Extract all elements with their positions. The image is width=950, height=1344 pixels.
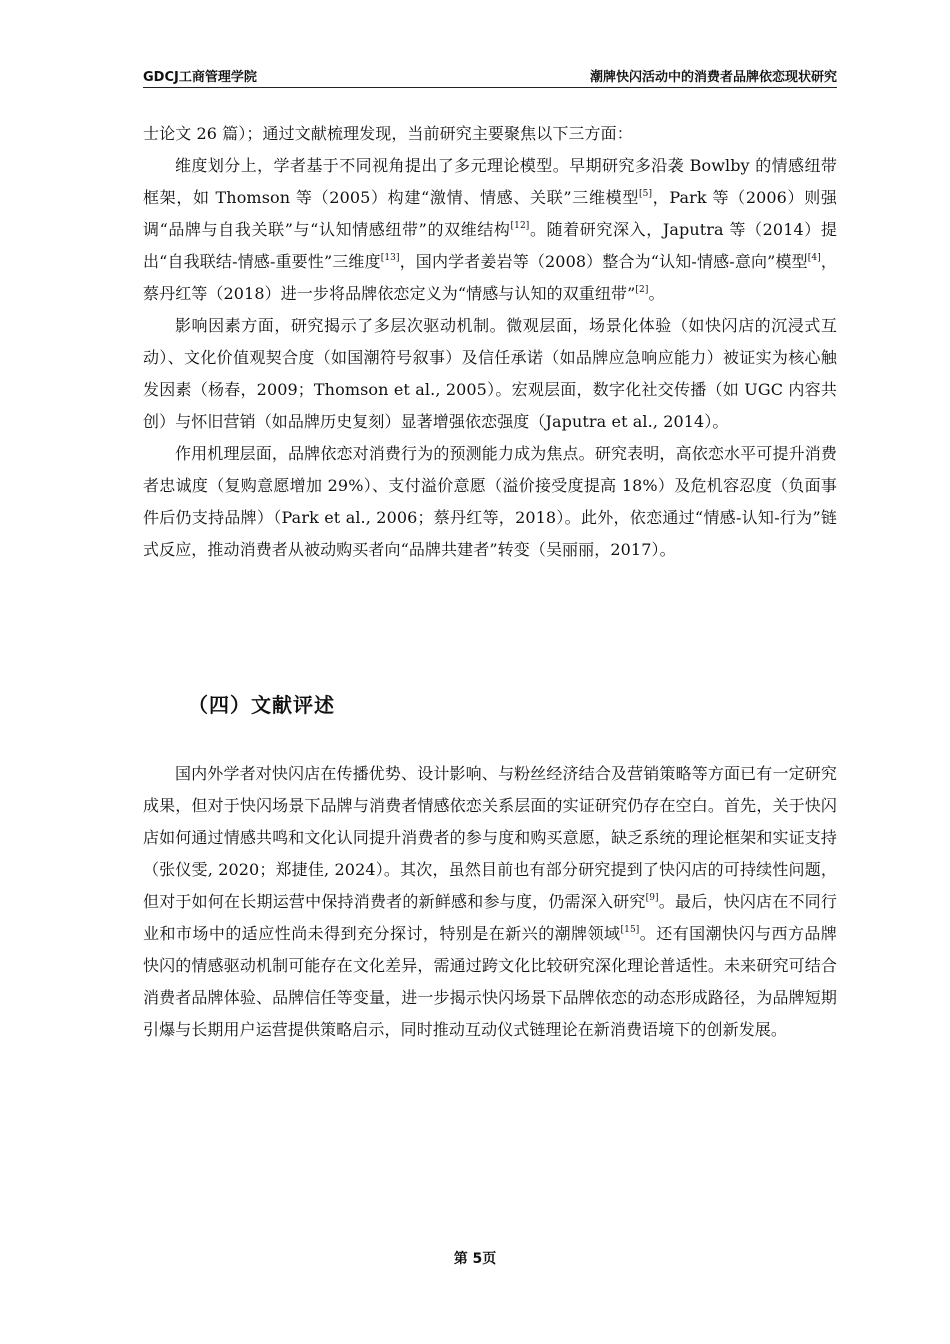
header-institution: GDCJ工商管理学院 <box>143 70 257 85</box>
literature-review-block <box>143 758 837 1046</box>
section-heading: （四）文献评述 <box>188 693 335 717</box>
text-segment: 国内外学者对快闪店在传播优势、设计影响、与粉丝经济结合及营销策略等方面已有一定研究成果，但对于快闪场景下品牌与消费者情感依恋关系层面的实证研究仍存在空白。首先，关于快闪店如何通过情感共鸣和文化认同提升消费者的参与度和购买意愿，缺乏系统的理论框架和实证支持（张仪雯, 2020；郑捷佳, 2024）。其次，虽然目前也有部分研究提到了快闪店的可持续性问题，但对于如何在长期运营中保持消费者的新鲜感和参与度，仍需深入研究 <box>143 764 837 911</box>
text-segment: 。还有国潮快闪与西方品牌快闪的情感驱动机制可能存在文化差异，需通过跨文化比较研究深化理论普适性。未来研究可结合消费者品牌体验、品牌信任等变量，进一步揭示快闪场景下品牌依恋的动态形成路径，为品牌短期引爆与长期用户运营提供策略启示，同时推动互动仪式链理论在新消费语境下的创新发展。 <box>143 924 838 1039</box>
text-segment: 。最后，快闪店在不同行业和市场中的适应性尚未得到充分探讨，特别是在新兴的潮牌领域 <box>143 892 837 943</box>
paragraph-mechanism: 作用机理层面，品牌依恋对消费行为的预测能力成为焦点。研究表明，高依恋水平可提升消费者忠诚度（复购意愿增加 29%）、支付溢价意愿（溢价接受度提高 18%）及危机容忍度（负面事件后仍支持品牌）（Park et al., 2006；蔡丹红等，2018）。此外，依恋通过“情感-认知-行为”链式反应，推动消费者从被动购买者向“品牌共建者”转变（吴丽丽，2017）。 <box>143 444 837 559</box>
paragraph-influencing-factors: 影响因素方面，研究揭示了多层次驱动机制。微观层面，场景化体验（如快闪店的沉浸式互动）、文化价值观契合度（如国潮符号叙事）及信任承诺（如品牌应急响应能力）被证实为核心触发因素（杨春，2009；Thomson et al., 2005）。宏观层面，数字化社交传播（如 UGC 内容共创）与怀旧营销（如品牌历史复刻）显著增强依恋强度（Japutra et al., 2014）。 <box>143 316 837 431</box>
text-segment: 。随着研究深入，Japutra 等（2014）提出“自我联结-情感-重要性”三维度 <box>143 220 837 271</box>
paragraph-review <box>143 758 837 1046</box>
paragraph-continuation: 士论文 26 篇）；通过文献梳理发现，当前研究主要聚焦以下三方面： <box>143 124 633 143</box>
literature-summary-block <box>143 118 837 566</box>
text-segment: 。 <box>648 284 665 303</box>
citation-ref: [5] <box>639 189 653 199</box>
citation-ref: [12] <box>510 221 530 231</box>
header-paper-title: 潮牌快闪活动中的消费者品牌依恋现状研究 <box>589 70 837 85</box>
page-number: 第 5页 <box>453 1251 497 1267</box>
citation-ref: [4] <box>807 253 821 263</box>
citation-ref: [15] <box>620 925 640 935</box>
citation-ref: [9] <box>645 893 659 903</box>
text-segment: 维度划分上，学者基于不同视角提出了多元理论模型。早期研究多沿袭 Bowlby 的情感纽带框架，如 Thomson 等（2005）构建“激情、情感、关联”三维模型 <box>143 156 837 207</box>
header-divider <box>143 87 837 88</box>
text-segment: ，国内学者姜岩等（2008）整合为“认知-情感-意向”模型 <box>399 252 808 271</box>
text-segment: ，Park 等（2006）则强调“品牌与自我关联”与“认知情感纽带”的双维结构 <box>143 188 837 239</box>
paragraph-dimensions <box>143 150 837 310</box>
citation-ref: [13] <box>380 253 400 263</box>
text-segment: ，蔡丹红等（2018）进一步将品牌依恋定义为“情感与认知的双重纽带” <box>143 252 837 303</box>
citation-ref: [2] <box>635 285 649 295</box>
